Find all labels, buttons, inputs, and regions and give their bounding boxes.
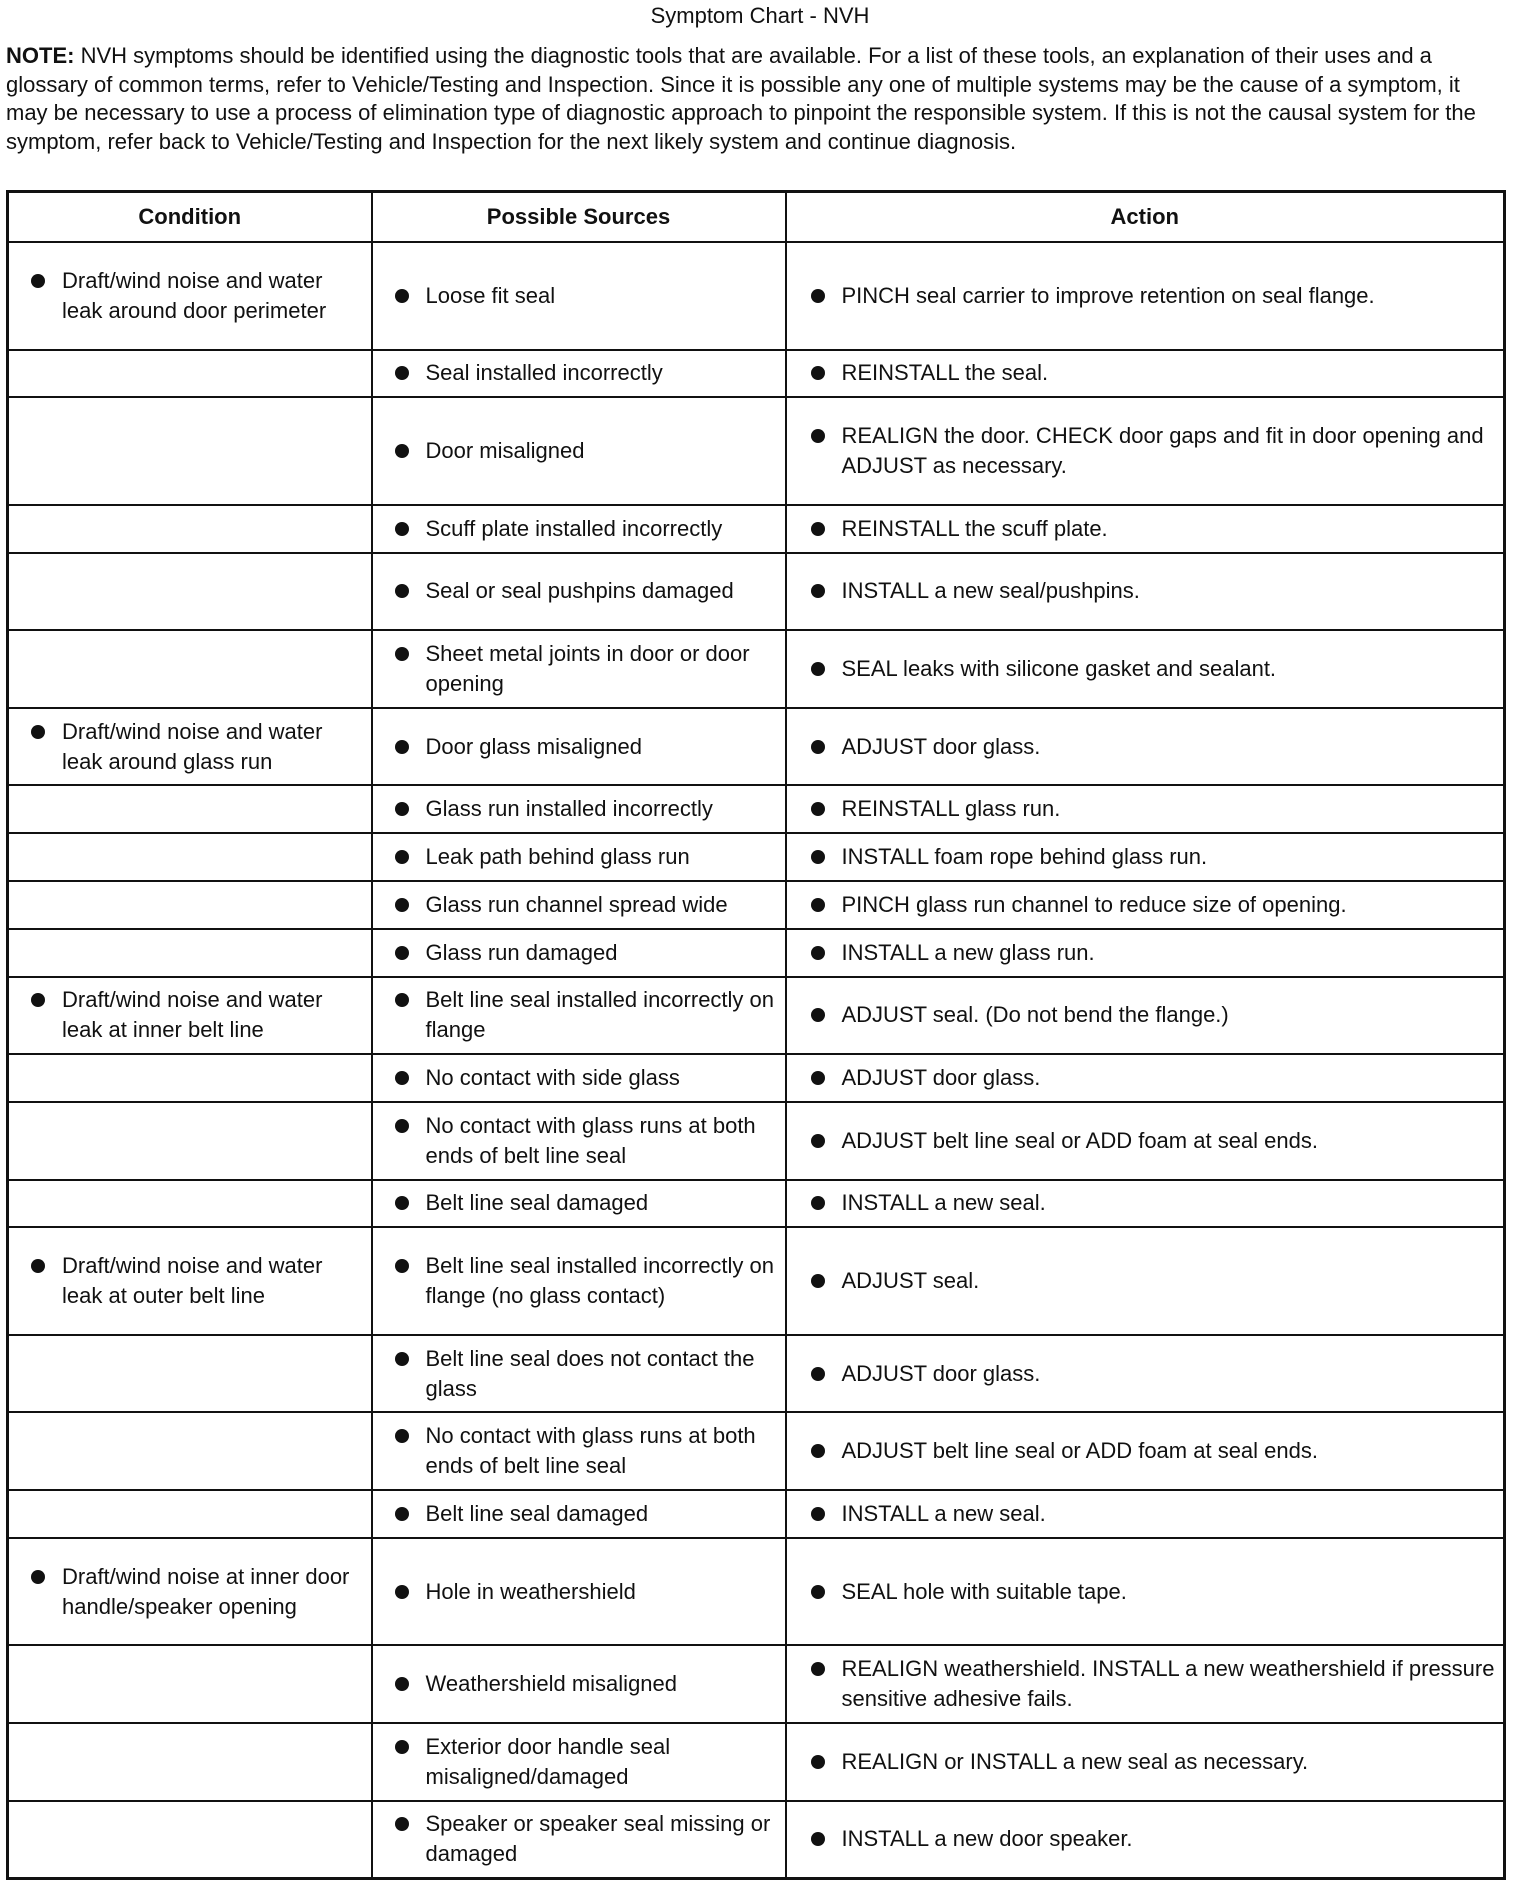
- action-cell-text: INSTALL a new seal.: [841, 1500, 1046, 1526]
- bullet-icon: [811, 850, 825, 864]
- bullet-item: [9, 717, 363, 777]
- bullet-icon: [395, 1259, 409, 1273]
- table-row: [8, 350, 1505, 398]
- bullet-item: [787, 938, 1496, 968]
- action-cell-text: INSTALL a new glass run.: [841, 939, 1095, 965]
- source-cell: [372, 1054, 786, 1102]
- action-cell: [786, 1538, 1505, 1646]
- bullet-icon: [395, 993, 409, 1007]
- source-cell: [372, 1645, 786, 1723]
- source-cell-text: Weathershield misaligned: [425, 1671, 678, 1697]
- table-row: [8, 1538, 1505, 1646]
- source-cell: [372, 881, 786, 929]
- bullet-item: [373, 985, 777, 1045]
- table-row: [8, 553, 1505, 631]
- action-cell: [786, 1723, 1505, 1801]
- source-cell-text: Belt line seal installed incorrectly on flange (no glass contact): [425, 1253, 775, 1309]
- action-cell-text: PINCH glass run channel to reduce size of opening.: [841, 891, 1347, 917]
- bullet-icon: [395, 946, 409, 960]
- condition-cell-text: Draft/wind noise and water leak around glass run: [62, 718, 323, 774]
- source-cell: [372, 505, 786, 553]
- table-row: [8, 1490, 1505, 1538]
- source-cell: [372, 929, 786, 977]
- bullet-item: [787, 1499, 1496, 1529]
- source-cell: [372, 1102, 786, 1180]
- action-cell: [786, 1054, 1505, 1102]
- bullet-item: [787, 358, 1496, 388]
- bullet-icon: [395, 1507, 409, 1521]
- action-cell: [786, 977, 1505, 1055]
- table-row: [8, 505, 1505, 553]
- condition-cell: [8, 881, 372, 929]
- table-row: [8, 881, 1505, 929]
- table-body: [8, 242, 1505, 1879]
- bullet-icon: [811, 740, 825, 754]
- bullet-item: [787, 654, 1496, 684]
- bullet-icon: [811, 584, 825, 598]
- action-cell-text: SEAL leaks with silicone gasket and sealant.: [841, 655, 1277, 681]
- bullet-icon: [811, 946, 825, 960]
- bullet-icon: [395, 898, 409, 912]
- action-cell-text: REALIGN or INSTALL a new seal as necessary.: [841, 1748, 1309, 1774]
- bullet-item: [787, 1577, 1496, 1607]
- bullet-item: [787, 576, 1496, 606]
- bullet-icon: [811, 802, 825, 816]
- bullet-icon: [395, 1071, 409, 1085]
- condition-cell: [8, 630, 372, 708]
- header-action: Action: [786, 192, 1505, 243]
- bullet-item: [787, 1654, 1496, 1714]
- bullet-icon: [395, 850, 409, 864]
- bullet-icon: [811, 1274, 825, 1288]
- bullet-icon: [811, 366, 825, 380]
- bullet-item: [373, 576, 777, 606]
- action-cell: [786, 708, 1505, 786]
- bullet-item: [787, 794, 1496, 824]
- bullet-icon: [811, 898, 825, 912]
- bullet-item: [787, 890, 1496, 920]
- condition-cell: [8, 1538, 372, 1646]
- bullet-icon: [31, 1570, 45, 1584]
- bullet-icon: [31, 274, 45, 288]
- bullet-item: [373, 890, 777, 920]
- bullet-icon: [395, 366, 409, 380]
- bullet-item: [373, 842, 777, 872]
- source-cell: [372, 1227, 786, 1335]
- source-cell-text: Belt line seal does not contact the glass: [425, 1345, 755, 1401]
- action-cell: [786, 1801, 1505, 1879]
- condition-cell: [8, 1335, 372, 1413]
- bullet-item: [373, 1188, 777, 1218]
- symptom-chart-table: [6, 190, 1506, 1880]
- source-cell: [372, 1180, 786, 1228]
- bullet-item: [787, 1000, 1496, 1030]
- action-cell: [786, 505, 1505, 553]
- source-cell: [372, 1490, 786, 1538]
- action-cell-text: INSTALL a new door speaker.: [841, 1826, 1133, 1852]
- bullet-item: [787, 281, 1496, 311]
- source-cell-text: Glass run channel spread wide: [425, 891, 728, 917]
- action-cell: [786, 1180, 1505, 1228]
- bullet-icon: [31, 1259, 45, 1273]
- action-cell-text: ADJUST seal.: [841, 1268, 980, 1294]
- bullet-item: [373, 1577, 777, 1607]
- note-text: NVH symptoms should be identified using the diagnostic tools that are available. For a list of these tools, an explanation of their uses and a glossary of common terms, refer to Vehicle/Testing and Inspection. Since it is possible any one of multiple systems may be the cause of a symptom, it may be necessary to use a process of elimination type of diagnostic approach to pinpoint the responsible system. If this is not the causal system for the symptom, refer back to Vehicle/Testing and Inspection for the next likely system and continue diagnosis.: [6, 43, 1476, 154]
- source-cell: [372, 350, 786, 398]
- bullet-icon: [811, 1507, 825, 1521]
- bullet-icon: [395, 802, 409, 816]
- bullet-item: [9, 1562, 363, 1622]
- condition-cell: [8, 350, 372, 398]
- source-cell: [372, 1801, 786, 1879]
- action-cell-text: ADJUST seal. (Do not bend the flange.): [841, 1002, 1229, 1028]
- table-row: [8, 1102, 1505, 1180]
- bullet-icon: [395, 584, 409, 598]
- bullet-icon: [395, 647, 409, 661]
- bullet-item: [373, 1809, 777, 1869]
- bullet-item: [373, 1421, 777, 1481]
- source-cell-text: Belt line seal damaged: [425, 1190, 649, 1216]
- bullet-icon: [395, 740, 409, 754]
- action-cell-text: REINSTALL the seal.: [841, 360, 1049, 386]
- source-cell: [372, 785, 786, 833]
- condition-cell-text: Draft/wind noise and water leak around door perimeter: [62, 267, 327, 323]
- table-header-row: [8, 192, 1505, 243]
- action-cell: [786, 553, 1505, 631]
- table-row: [8, 1227, 1505, 1335]
- condition-cell: [8, 505, 372, 553]
- condition-cell: [8, 553, 372, 631]
- bullet-icon: [811, 1662, 825, 1676]
- bullet-item: [373, 1732, 777, 1792]
- action-cell-text: INSTALL foam rope behind glass run.: [841, 844, 1208, 870]
- condition-cell: [8, 1054, 372, 1102]
- bullet-item: [373, 1063, 777, 1093]
- action-cell-text: INSTALL a new seal.: [841, 1190, 1046, 1216]
- bullet-item: [787, 514, 1496, 544]
- bullet-icon: [395, 1677, 409, 1691]
- source-cell-text: Glass run damaged: [425, 939, 618, 965]
- bullet-item: [373, 436, 777, 466]
- condition-cell-text: Draft/wind noise at inner door handle/speaker opening: [62, 1563, 350, 1619]
- action-cell-text: ADJUST door glass.: [841, 1065, 1041, 1091]
- action-cell: [786, 242, 1505, 350]
- condition-cell: [8, 397, 372, 505]
- source-cell: [372, 1538, 786, 1646]
- bullet-icon: [395, 1352, 409, 1366]
- condition-cell-text: Draft/wind noise and water leak at outer belt line: [62, 1253, 323, 1309]
- bullet-item: [373, 639, 777, 699]
- table-row: [8, 242, 1505, 350]
- action-cell: [786, 1227, 1505, 1335]
- condition-cell: [8, 1723, 372, 1801]
- action-cell: [786, 630, 1505, 708]
- table-row: [8, 833, 1505, 881]
- source-cell-text: Door misaligned: [425, 438, 585, 464]
- bullet-icon: [395, 1119, 409, 1133]
- table-row: [8, 1645, 1505, 1723]
- table-row: [8, 630, 1505, 708]
- source-cell-text: No contact with glass runs at both ends of belt line seal: [425, 1423, 756, 1479]
- note-label: NOTE:: [6, 43, 75, 68]
- condition-cell: [8, 1227, 372, 1335]
- bullet-item: [373, 358, 777, 388]
- source-cell-text: Belt line seal installed incorrectly on flange: [425, 987, 775, 1043]
- bullet-icon: [395, 1196, 409, 1210]
- condition-cell: [8, 1490, 372, 1538]
- bullet-item: [373, 732, 777, 762]
- condition-cell: [8, 1801, 372, 1879]
- bullet-icon: [811, 1134, 825, 1148]
- bullet-item: [787, 1359, 1496, 1389]
- table-row: [8, 977, 1505, 1055]
- bullet-icon: [395, 1740, 409, 1754]
- action-cell: [786, 1335, 1505, 1413]
- table-row: [8, 785, 1505, 833]
- table-row: [8, 1180, 1505, 1228]
- table-row: [8, 1412, 1505, 1490]
- bullet-item: [373, 1344, 777, 1404]
- action-cell: [786, 1645, 1505, 1723]
- bullet-item: [373, 1669, 777, 1699]
- source-cell-text: Loose fit seal: [425, 282, 556, 308]
- table-row: [8, 1723, 1505, 1801]
- action-cell-text: SEAL hole with suitable tape.: [841, 1578, 1127, 1604]
- bullet-icon: [395, 1817, 409, 1831]
- condition-cell: [8, 929, 372, 977]
- source-cell: [372, 1412, 786, 1490]
- bullet-item: [9, 1251, 363, 1311]
- action-cell-text: ADJUST door glass.: [841, 1360, 1041, 1386]
- bullet-item: [373, 1499, 777, 1529]
- action-cell: [786, 1490, 1505, 1538]
- action-cell-text: ADJUST belt line seal or ADD foam at seal ends.: [841, 1127, 1318, 1153]
- table-row: [8, 1335, 1505, 1413]
- source-cell-text: No contact with glass runs at both ends of belt line seal: [425, 1112, 756, 1168]
- action-cell: [786, 881, 1505, 929]
- condition-cell: [8, 708, 372, 786]
- bullet-item: [787, 842, 1496, 872]
- condition-cell: [8, 833, 372, 881]
- source-cell-text: Glass run installed incorrectly: [425, 796, 713, 822]
- source-cell-text: Sheet metal joints in door or door opening: [425, 640, 750, 696]
- table-row: [8, 708, 1505, 786]
- bullet-icon: [811, 1832, 825, 1846]
- bullet-item: [373, 1251, 777, 1311]
- table-row: [8, 1801, 1505, 1879]
- bullet-item: [787, 1063, 1496, 1093]
- action-cell-text: REINSTALL glass run.: [841, 796, 1061, 822]
- action-cell: [786, 833, 1505, 881]
- condition-cell-text: Draft/wind noise and water leak at inner belt line: [62, 987, 323, 1043]
- header-condition: Condition: [8, 192, 372, 243]
- table-row: [8, 1054, 1505, 1102]
- condition-cell: [8, 1412, 372, 1490]
- bullet-icon: [395, 1429, 409, 1443]
- action-cell-text: PINCH seal carrier to improve retention on seal flange.: [841, 282, 1375, 308]
- bullet-item: [787, 732, 1496, 762]
- condition-cell: [8, 785, 372, 833]
- bullet-icon: [811, 1444, 825, 1458]
- bullet-icon: [811, 1367, 825, 1381]
- action-cell: [786, 350, 1505, 398]
- action-cell-text: INSTALL a new seal/pushpins.: [841, 578, 1140, 604]
- bullet-icon: [811, 1755, 825, 1769]
- source-cell: [372, 630, 786, 708]
- source-cell-text: Exterior door handle seal misaligned/damaged: [425, 1733, 671, 1789]
- bullet-item: [9, 985, 363, 1045]
- bullet-item: [787, 1436, 1496, 1466]
- bullet-item: [787, 1126, 1496, 1156]
- bullet-icon: [395, 289, 409, 303]
- bullet-item: [787, 421, 1496, 481]
- action-cell-text: REALIGN the door. CHECK door gaps and fit in door opening and ADJUST as necessary.: [841, 423, 1484, 479]
- bullet-icon: [811, 289, 825, 303]
- bullet-icon: [811, 1008, 825, 1022]
- source-cell: [372, 1723, 786, 1801]
- bullet-item: [373, 281, 777, 311]
- bullet-icon: [811, 429, 825, 443]
- source-cell: [372, 708, 786, 786]
- source-cell-text: Scuff plate installed incorrectly: [425, 515, 723, 541]
- bullet-item: [373, 794, 777, 824]
- bullet-item: [373, 938, 777, 968]
- source-cell-text: Speaker or speaker seal missing or damaged: [425, 1811, 771, 1867]
- bullet-icon: [811, 1585, 825, 1599]
- condition-cell: [8, 242, 372, 350]
- bullet-item: [373, 1111, 777, 1171]
- source-cell-text: Seal or seal pushpins damaged: [425, 578, 734, 604]
- action-cell-text: REINSTALL the scuff plate.: [841, 515, 1108, 541]
- header-possible-sources: Possible Sources: [372, 192, 786, 243]
- condition-cell: [8, 1180, 372, 1228]
- page-title: Symptom Chart - NVH: [650, 3, 870, 28]
- source-cell: [372, 553, 786, 631]
- bullet-item: [787, 1747, 1496, 1777]
- bullet-icon: [395, 522, 409, 536]
- bullet-icon: [811, 662, 825, 676]
- source-cell: [372, 833, 786, 881]
- condition-cell: [8, 1645, 372, 1723]
- source-cell-text: Hole in weathershield: [425, 1578, 636, 1604]
- action-cell: [786, 785, 1505, 833]
- action-cell-text: ADJUST door glass.: [841, 733, 1041, 759]
- action-cell-text: REALIGN weathershield. INSTALL a new weathershield if pressure sensitive adhesive fails.: [841, 1656, 1495, 1712]
- bullet-icon: [811, 522, 825, 536]
- source-cell-text: No contact with side glass: [425, 1065, 680, 1091]
- action-cell: [786, 929, 1505, 977]
- bullet-item: [787, 1266, 1496, 1296]
- bullet-icon: [395, 1585, 409, 1599]
- source-cell-text: Leak path behind glass run: [425, 844, 690, 870]
- action-cell: [786, 1412, 1505, 1490]
- action-cell: [786, 397, 1505, 505]
- bullet-icon: [395, 444, 409, 458]
- source-cell: [372, 1335, 786, 1413]
- note-paragraph: [6, 42, 1506, 156]
- source-cell-text: Belt line seal damaged: [425, 1500, 649, 1526]
- source-cell: [372, 242, 786, 350]
- bullet-item: [787, 1188, 1496, 1218]
- bullet-icon: [31, 725, 45, 739]
- table-row: [8, 397, 1505, 505]
- bullet-icon: [811, 1196, 825, 1210]
- table-row: [8, 929, 1505, 977]
- bullet-item: [9, 266, 363, 326]
- source-cell-text: Seal installed incorrectly: [425, 360, 663, 386]
- bullet-item: [373, 514, 777, 544]
- action-cell: [786, 1102, 1505, 1180]
- bullet-icon: [811, 1071, 825, 1085]
- bullet-icon: [31, 993, 45, 1007]
- action-cell-text: ADJUST belt line seal or ADD foam at seal ends.: [841, 1438, 1318, 1464]
- bullet-item: [787, 1824, 1496, 1854]
- condition-cell: [8, 1102, 372, 1180]
- source-cell: [372, 977, 786, 1055]
- source-cell: [372, 397, 786, 505]
- source-cell-text: Door glass misaligned: [425, 733, 642, 759]
- condition-cell: [8, 977, 372, 1055]
